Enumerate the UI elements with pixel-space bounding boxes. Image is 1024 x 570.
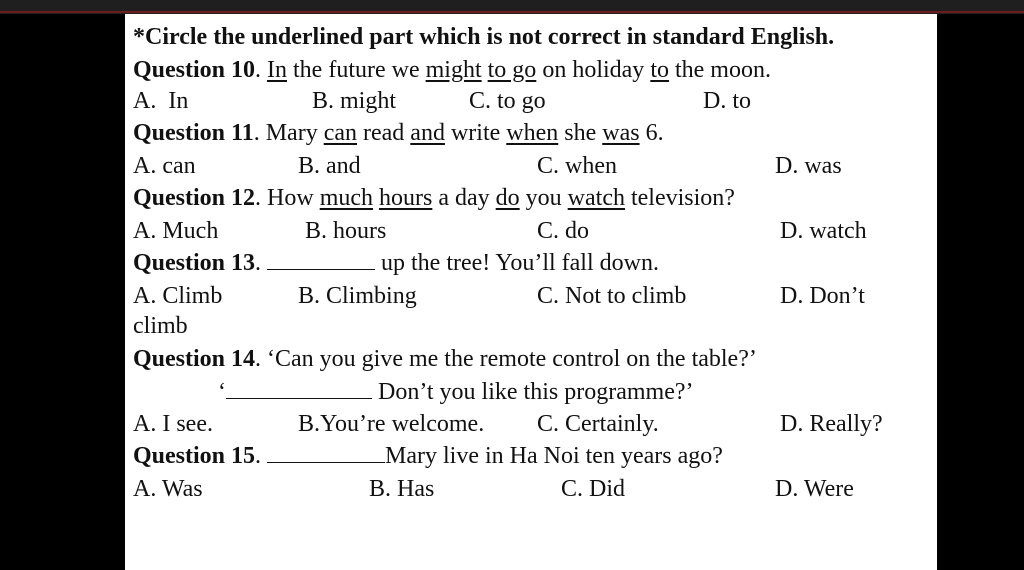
- question-text: the moon.: [668, 57, 771, 83]
- question-text: 6.: [639, 120, 664, 146]
- option-c[interactable]: C. do: [537, 218, 590, 244]
- top-accent-line: [0, 11, 1024, 13]
- answer-blank[interactable]: [226, 380, 372, 399]
- underlined-part: can: [323, 120, 357, 146]
- question-14: Question 14. ‘Can you give me the remote control on the table?’: [133, 346, 757, 372]
- option-d[interactable]: D. to: [703, 88, 751, 114]
- question-label: Question 12: [133, 185, 256, 211]
- option-b[interactable]: B. Has: [369, 476, 435, 502]
- option-d[interactable]: D. Don’t: [780, 283, 865, 309]
- question-12: Question 12. How much hours a day do you watch television?: [133, 185, 735, 211]
- option-b[interactable]: B.You’re welcome.: [298, 411, 485, 437]
- underlined-part: might: [425, 57, 482, 83]
- option-a[interactable]: A. I see.: [133, 411, 213, 437]
- worksheet-page: [125, 14, 937, 570]
- question-10: Question 10. In the future we might to go on holiday to the moon.: [133, 57, 771, 83]
- option-a[interactable]: A. In: [133, 88, 189, 114]
- option-a[interactable]: A. Was: [133, 476, 203, 502]
- underlined-part: to go: [487, 57, 537, 83]
- instruction: *Circle the underlined part which is not correct in standard English.: [133, 24, 835, 50]
- option-d[interactable]: D. watch: [780, 218, 867, 244]
- question-text: Mary: [259, 120, 324, 146]
- option-b[interactable]: B. Climbing: [298, 283, 417, 309]
- open-quote: ‘: [218, 379, 226, 405]
- option-d[interactable]: D. was: [775, 153, 842, 179]
- question-text: you: [519, 185, 568, 211]
- question-text: the future we: [287, 57, 426, 83]
- option-c[interactable]: C. when: [537, 153, 617, 179]
- option-b[interactable]: B. might: [312, 88, 397, 114]
- question-label: Question 15: [133, 443, 256, 469]
- question-text: How: [261, 185, 320, 211]
- option-a[interactable]: A. can: [133, 153, 196, 179]
- underlined-part: hours: [379, 185, 433, 211]
- underlined-part: do: [495, 185, 520, 211]
- question-14-reply: [218, 378, 694, 406]
- option-a[interactable]: A. Much: [133, 218, 219, 244]
- question-text: ‘Can you give me the remote control on the table?’: [261, 346, 757, 372]
- underlined-part: and: [410, 120, 445, 146]
- option-b[interactable]: B. and: [298, 153, 361, 179]
- question-text: read: [357, 120, 411, 146]
- option-d-continuation: climb: [133, 313, 188, 339]
- underlined-part: when: [506, 120, 559, 146]
- question-text: Don’t you like this programme?’: [372, 379, 694, 405]
- question-text: a day: [432, 185, 496, 211]
- answer-blank[interactable]: [267, 444, 385, 463]
- option-d[interactable]: D. Were: [775, 476, 854, 502]
- question-label: Question 14: [133, 346, 256, 372]
- question-text: television?: [624, 185, 735, 211]
- question-text: she: [558, 120, 603, 146]
- top-bar: [0, 0, 1024, 14]
- option-c[interactable]: C. Not to climb: [537, 283, 687, 309]
- question-11: Question 11. Mary can read and write when she was 6.: [133, 120, 664, 146]
- question-15: Question 15. Mary live in Ha Noi ten years ago?: [133, 443, 723, 469]
- option-d[interactable]: D. Really?: [780, 411, 883, 437]
- option-c[interactable]: C. Did: [561, 476, 626, 502]
- question-text: write: [444, 120, 507, 146]
- underlined-part: much: [319, 185, 374, 211]
- answer-blank[interactable]: [267, 251, 375, 270]
- question-13: Question 13. up the tree! You’ll fall down.: [133, 250, 659, 276]
- option-c[interactable]: C. Certainly.: [537, 411, 659, 437]
- question-label: Question 13: [133, 250, 256, 276]
- underlined-part: watch: [567, 185, 625, 211]
- underlined-part: In: [267, 57, 288, 83]
- question-label: Question 10: [133, 57, 256, 83]
- question-label: Question 11: [133, 120, 254, 146]
- underlined-part: was: [602, 120, 640, 146]
- option-c[interactable]: C. to go: [469, 88, 546, 114]
- question-text: Mary live in Ha Noi ten years ago?: [385, 443, 723, 469]
- underlined-part: to: [650, 57, 669, 83]
- question-text: on holiday: [536, 57, 651, 83]
- option-b[interactable]: B. hours: [305, 218, 387, 244]
- option-a[interactable]: A. Climb: [133, 283, 223, 309]
- question-text: up the tree! You’ll fall down.: [375, 250, 659, 276]
